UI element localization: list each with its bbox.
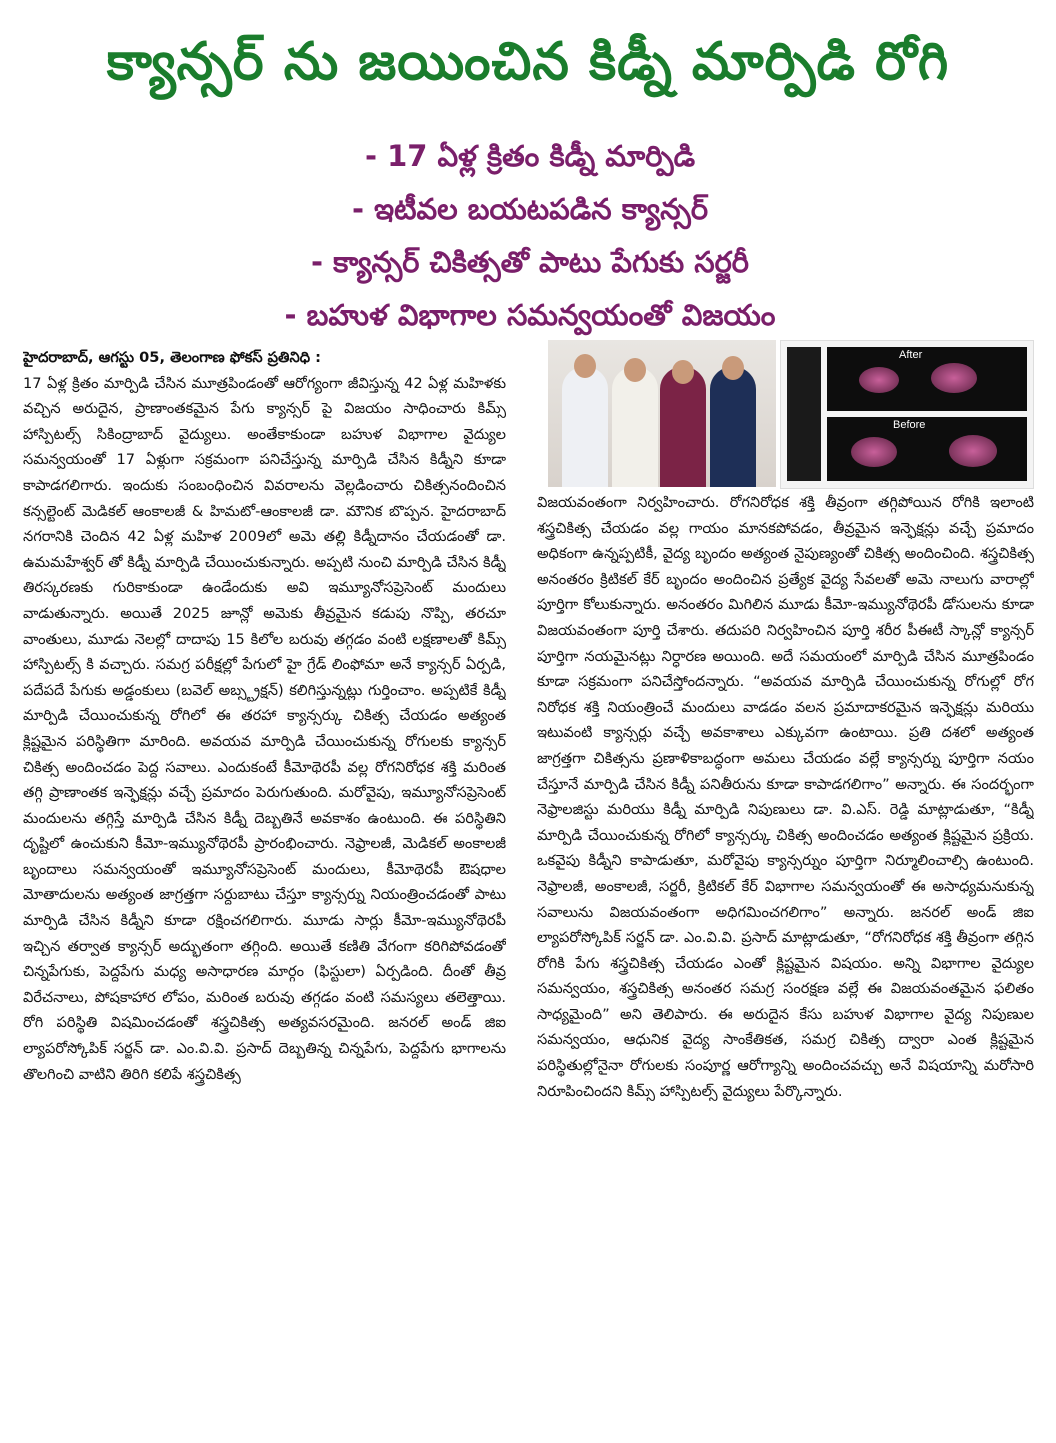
body-text-right: విజయవంతంగా నిర్వహించారు. రోగనిరోధక శక్తి తీవ్రంగా తగ్గిపోయిన రోగికి ఇలాంటి శస్త్రచికిత్స చేయడం వల్ల గాయం మానకపోవడం, తీవ్రమైన ఇన్ఫెక్షన్లు వచ్చే ప్రమాదం అధికంగా ఉన్నప్పటికీ, వైద్య బృందం అత్యంత నైపుణ్యంతో చికిత్స అందించింది. శస్త్రచికిత్స అనంతరం క్రిటికల్ కేర్ బృందం అందించిన ప్రత్యేక వైద్య సేవలతో అమె నాలుగు వారాల్లో పూర్తిగా కోలుకున్నారు. అనంతరం మిగిలిన మూడు కీమో-ఇమ్యునోథెరపీ డోసులను కూడా విజయవంతంగా పూర్తి చేశారు. తదుపరి నిర్వహించిన పూర్తి శరీర పీఈటీ స్కాన్లో క్యాన్సర్ పూర్తిగా నయమైనట్లు నిర్ధారణ అయింది. అదే సమయంలో మార్పిడి చేసిన మూత్రపిండం కూడా సక్రమంగా పనిచేస్తోందన్నారు. “అవయవ మార్పిడి చేయించుకున్న రోగుల్లో రోగ నిరోధక శక్తి నియంత్రించే మందులు వాడడం వలన ప్రమాదాకరమైన ఇన్ఫెక్షన్లు మరియు ఇటువంటి క్యాన్సర్లు వచ్చే అవకాశాలు ఎక్కువగా ఉంటాయి. ప్రతి దశలో అత్యంత జాగ్రత్తగా చికిత్సను ప్రణాళికాబద్ధంగా అమలు చేయడం వల్లే క్యాన్సర్ను పూర్తిగా నయం చేస్తూనే మార్పిడి చేసిన కిడ్నీ పనితీరును కూడా కాపాడగలిగాం” అన్నారు. ఈ సందర్భంగా నెఫ్రాలజిస్టు మరియు కిడ్నీ మార్పిడి నిపుణులు డా. వి.ఎస్. రెడ్డి మాట్లాడుతూ, “కిడ్నీ మార్పిడి చేయించుకున్న రోగిలో క్యాన్సర్కు చికిత్స అందించడం అత్యంత క్లిష్టమైన ప్రక్రియ. ఒకవైపు కిడ్నీని కాపాడుతూ, మరోవైపు క్యాన్సర్నుం పూర్తిగా నిర్మూలించాల్సి ఉంటుంది. నెఫ్రాలజీ, అంకాలజీ, సర్జరీ, క్రిటికల్ కేర్ విభాగాల సమన్వయంతో ఈ అసాధ్యమనుకున్న సవాలును విజయవంతంగా అధిగమించగలిగాం” అన్నారు. జనరల్ అండ్ జిఐ ల్యాపరోస్కోపిక్ సర్జన్ డా. ఎం.వి.వి. ప్రసాద్ మాట్లాడుతూ, “రోగనిరోధక శక్తి తీవ్రంగా తగ్గిన రోగికి పేగు శస్త్రచికిత్స చేయడం ఎంతో క్లిష్టమైన విషయం. అన్ని విభాగాల వైద్యుల సమన్వయం, శస్త్రచికిత్స అనంతర సమగ్ర సంరక్షణ వల్లే ఈ విజయవంతమైన ఫలితం సాధ్యమైంది” అని తెలిపారు. ఈ అరుదైన కేసు బహుళ విభాగాల వైద్య నిపుణుల సమన్వయం, ఆధునిక వైద్య సాంకేతికత, సమగ్ర చికిత్స ద్వారా ఎంత క్లిష్టమైన పరిస్థితుల్లోనైనా రోగులకు సంపూర్ణ ఆరోగ్యాన్ని అందించవచ్చు అనే విషయాన్ని మరోసారి నిరూపించిందని కిమ్స్ హాస్పిటల్స్ వైద్యులు పేర్కొన్నారు.	[537, 494, 1034, 1100]
person-head	[672, 360, 694, 384]
scan-blob	[931, 363, 977, 393]
doctors-group-photo	[548, 340, 776, 487]
dateline: హైదరాబాద్, ఆగస్టు 05, తెలంగాణ ఫోకస్ ప్రతినిధి :	[23, 349, 321, 366]
subhead: - బహుళ విభాగాల సమన్వయంతో విజయం	[284, 298, 776, 332]
headline: క్యాన్సర్ ను జయించిన కిడ్నీ మార్పిడి రోగి	[106, 31, 950, 92]
subhead: - క్యాన్సర్ చికిత్సతో పాటు పేగుకు సర్జరీ	[310, 245, 750, 279]
person-figure	[710, 367, 756, 487]
person-figure	[660, 367, 706, 487]
scan-label-before: Before	[893, 419, 926, 431]
scan-panel-after	[827, 347, 1027, 411]
scan-strip	[787, 347, 821, 481]
subhead: - ఇటీవల బయటపడిన క్యాన్సర్	[351, 192, 709, 226]
article-column-left	[23, 345, 506, 1435]
person-head	[624, 358, 646, 382]
person-head	[574, 354, 596, 378]
body-text-left: 17 ఏళ్ల క్రితం మార్పిడి చేసిన మూత్రపిండంతో ఆరోగ్యంగా జీవిస్తున్న 42 ఏళ్ల మహిళకు వచ్చిన అరుదైన, ప్రాణాంతకమైన పేగు క్యాన్సర్ పై విజయం సాధించారు కిమ్స్ హాస్పిటల్స్ సికింద్రాబాద్ వైద్యులు. అంతేకాకుండా బహుళ విభాగాల వైద్యుల సమన్వయంతో 17 ఏళ్లుగా సక్రమంగా పనిచేస్తున్న మార్పిడి చేసిన కిడ్నీని కూడా కాపాడగలిగారు. ఇందుకు సంబంధించిన వివరాలను వెల్లడించారు చికిత్సనందించిన కన్సల్టెంట్ మెడికల్ ఆంకాలజీ & హిమటో-ఆంకాలజీ డా. మౌనిక బొప్పన. హైదరాబాద్ నగరానికి చెందిన 42 ఏళ్ల మహిళ 2009లో అమె తల్లి కిడ్నీదానం చేయడంతో డా. ఉమమహేశ్వర్ తో కిడ్నీ మార్పిడి చేయించుకున్నారు. అప్పటి నుంచి మార్పిడి చేసిన కిడ్నీ తిరస్కరణకు గురికాకుండా ఉండేందుకు అవి ఇమ్యూనోసప్రెసెంట్ మందులు వాడుతున్నారు. అయితే 2025 జూన్లో అమెకు తీవ్రమైన కడుపు నొప్పి, తరచూ వాంతులు, మూడు నెలల్లో దాదాపు 15 కిలోల బరువు తగ్గడం వంటి లక్షణాలతో కిమ్స్ హాస్పిటల్స్ కి వచ్చారు. సమగ్ర పరీక్షల్లో పేగులో హై గ్రేడ్ లింఫోమా అనే క్యాన్సర్ ఏర్పడి, పదేపదే పేగుకు అడ్డంకులు (బవెల్ అబ్స్ట్రక్షన్) కలిగిస్తున్నట్లు గుర్తించాం. అప్పటికే కిడ్నీ మార్పిడి చేయించుకున్న రోగిలో ఈ తరహా క్యాన్సర్కు చికిత్స చేయడం అత్యంత క్లిష్టమైన పరిస్థితిగా మారింది. అవయవ మార్పిడి చేయించుకున్న రోగులకు క్యాన్సర్ చికిత్స అందించడం పెద్ద సవాలు. ఎందుకంటే కీమోథెరపీ వల్ల రోగనిరోధక శక్తి మరింత తగ్గి ప్రాణాంతక ఇన్ఫెక్షన్లు వచ్చే ప్రమాదం పెరుగుతుంది. మరోవైపు, ఇమ్యూనోసప్రెసెంట్ మందులను తగ్గిస్తే మార్పిడి చేసిన కిడ్నీ దెబ్బతినే అవకాశం ఉంటుంది. ఈ పరిస్థితిని దృష్టిలో ఉంచుకుని కీమో-ఇమ్యునోథెరపీ ప్రారంభించారు. నెఫ్రాలజీ, మెడికల్ అంకాలజీ బృందాలు సమన్వయంతో ఇమ్యూనోసప్రెసెంట్ మందులు, కీమోథెరపీ ఔషధాల మోతాదులను అత్యంత జాగ్రత్తగా సర్దుబాటు చేస్తూ క్యాన్సర్ను నియంత్రించడంతో పాటు మార్పిడి చేసిన కిడ్నీని కూడా రక్షించగలిగారు. మూడు సార్లు కీమో-ఇమ్యునోథెరపీ ఇచ్చిన తర్వాత క్యాన్సర్ అద్భుతంగా తగ్గింది. అయితే కణితి వేగంగా కరిగిపోవడంతో చిన్నపేగుకు, పెద్దపేగు మధ్య అసాధారణ మార్గం (ఫిస్టులా) ఏర్పడింది. దీంతో తీవ్ర విరేచనాలు, పోషకాహార లోపం, మరింత బరువు తగ్గడం వంటి సమస్యలు తలెత్తాయి. రోగి పరిస్థితి విషమించడంతో శస్త్రచికిత్స అత్యవసరమైంది. జనరల్ అండ్ జిఐ ల్యాపరోస్కోపిక్ సర్జన్ డా. ఎం.వి.వి. ప్రసాద్ దెబ్బతిన్న చిన్నపేగు, పెద్దపేగు భాగాలను తొలగించి వాటిని తిరిగి కలిపే శస్త్రచికిత్స	[23, 374, 506, 1083]
pet-scan-comparison-image	[780, 340, 1034, 489]
scan-blob	[851, 437, 897, 467]
scan-blob	[949, 435, 997, 467]
person-figure	[562, 367, 608, 487]
scan-blob	[859, 367, 899, 393]
subheads	[250, 130, 810, 342]
person-figure	[612, 367, 658, 487]
subhead: - 17 ఏళ్ల క్రితం కిడ్నీ మార్పిడి	[364, 139, 696, 173]
person-head	[722, 356, 744, 380]
article-column-right	[537, 490, 1034, 1435]
scan-label-after: After	[899, 349, 923, 361]
